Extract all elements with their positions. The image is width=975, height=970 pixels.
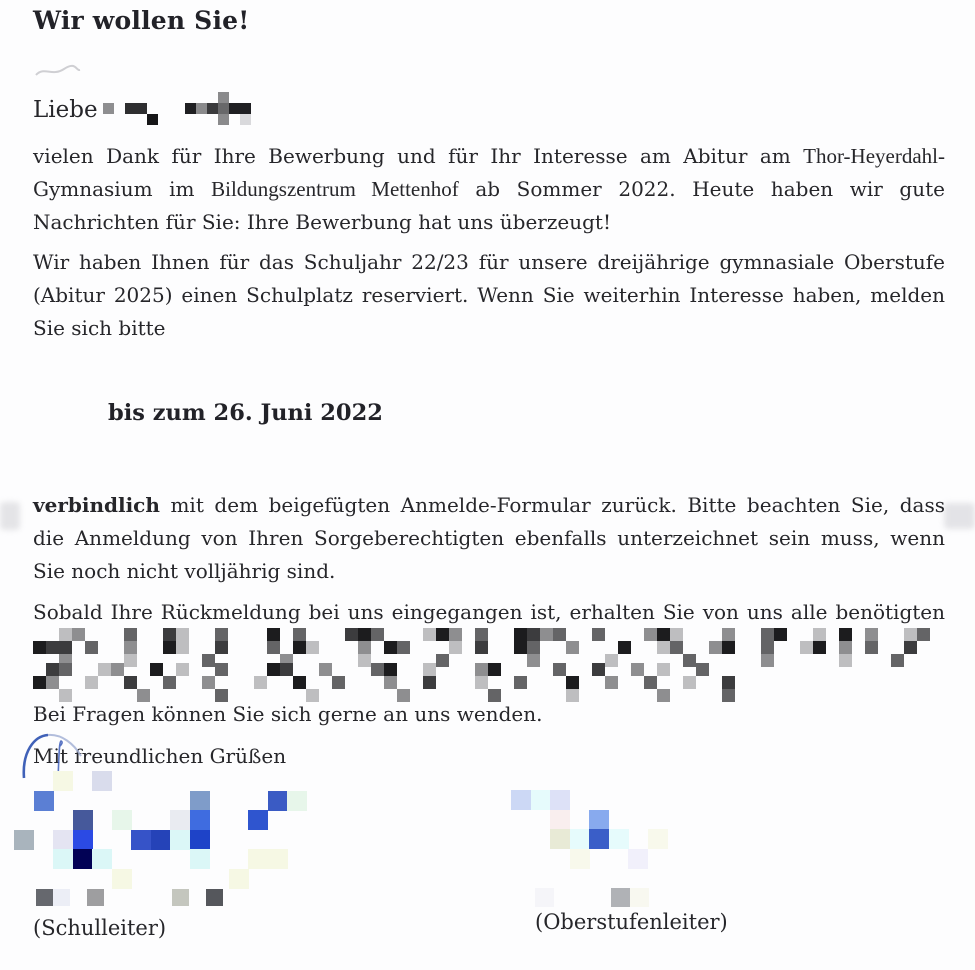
pixelation-cell xyxy=(163,676,176,689)
pixelation-cell xyxy=(657,641,670,654)
pixelation-cell xyxy=(449,641,462,654)
pixelation-cell xyxy=(397,689,410,702)
pixelation-cell xyxy=(904,628,917,641)
pixelation-cell xyxy=(207,103,218,114)
pixelation-cell xyxy=(553,628,566,641)
paragraph-confirmation xyxy=(33,596,945,629)
pixelation-cell xyxy=(475,676,488,689)
pixelation-cell xyxy=(293,676,306,689)
scan-smudge-right xyxy=(944,503,975,529)
pixelation-cell xyxy=(53,849,73,869)
pixelation-cell xyxy=(172,889,189,906)
text-segment: Nachrichten für Sie: Ihre Bewerbung hat uns überzeugt! xyxy=(33,210,611,234)
pixelation-cell xyxy=(566,641,579,654)
pixelation-cell xyxy=(176,641,189,654)
pixelation-cell xyxy=(384,663,397,676)
pixelation-cell xyxy=(657,628,670,641)
pixelation-cell xyxy=(592,628,605,641)
pixelation-cell xyxy=(449,628,462,641)
body-text-line xyxy=(33,206,945,239)
pixelation-cell xyxy=(550,790,570,810)
pixelation-cell xyxy=(722,689,735,702)
pixelation-cell xyxy=(190,830,210,850)
redacted-signature-oberstufenleiter xyxy=(511,790,667,868)
pixelation-cell xyxy=(611,888,630,907)
pixelation-cell xyxy=(33,676,46,689)
pixelation-cell xyxy=(73,849,93,869)
pixelation-cell xyxy=(151,830,171,850)
text-segment: die Anmeldung von Ihren Sorgeberechtigten ebenfalls unterzeichnet sein muss, wenn xyxy=(33,526,945,550)
pixelation-cell xyxy=(190,791,210,811)
pixelation-cell xyxy=(124,676,137,689)
pixelation-cell xyxy=(550,810,570,830)
pixelation-cell xyxy=(267,628,280,641)
pixelation-cell xyxy=(46,663,59,676)
deadline-date: bis zum 26. Juni 2022 xyxy=(108,400,383,426)
pixelation-cell xyxy=(59,663,72,676)
closing-questions-line: Bei Fragen können Sie sich gerne an uns wenden. xyxy=(33,702,543,726)
pixelation-cell xyxy=(218,114,229,125)
text-segment: Sobald Ihre Rückmeldung bei uns eingegangen ist, erhalten Sie von uns alle benötigten xyxy=(33,600,945,624)
pixelation-cell xyxy=(488,689,501,702)
pixelation-cell xyxy=(53,830,73,850)
paragraph-binding-reply xyxy=(33,489,945,588)
pixelation-cell xyxy=(475,663,488,676)
pixelation-cell xyxy=(423,676,436,689)
pixelation-cell xyxy=(696,663,709,676)
pixelation-cell xyxy=(280,663,293,676)
pixelation-cell xyxy=(722,641,735,654)
pixelation-cell xyxy=(125,103,136,114)
pixelation-cell xyxy=(550,829,570,849)
pixelation-cell xyxy=(85,676,98,689)
pixelation-cell xyxy=(287,791,307,811)
pixelation-cell xyxy=(85,641,98,654)
pixelation-cell xyxy=(813,641,826,654)
pixelation-cell xyxy=(92,849,112,869)
pixelation-cell xyxy=(137,689,150,702)
pixelation-cell xyxy=(218,92,229,103)
pixelation-cell xyxy=(839,628,852,641)
pixelation-cell xyxy=(59,641,72,654)
pixelation-cell xyxy=(644,628,657,641)
redacted-signature-schulleiter xyxy=(14,771,326,888)
pixelation-cell xyxy=(215,689,228,702)
pixelation-cell xyxy=(306,689,319,702)
pixelation-cell xyxy=(215,628,228,641)
pixelation-cell xyxy=(163,628,176,641)
pixelation-cell xyxy=(215,641,228,654)
pixelation-cell xyxy=(112,810,132,830)
pixelation-cell xyxy=(185,103,196,114)
pixelation-cell xyxy=(267,663,280,676)
paragraph-thanks xyxy=(33,140,945,239)
pixelation-cell xyxy=(163,641,176,654)
pixelation-cell xyxy=(268,849,288,869)
text-segment: Sie noch nicht volljährig sind. xyxy=(33,559,336,583)
pixelation-cell xyxy=(589,810,609,830)
pixelation-cell xyxy=(53,771,73,791)
pixelation-cell xyxy=(511,790,531,810)
pixelation-cell xyxy=(229,103,240,114)
pixelation-cell xyxy=(319,663,332,676)
text-segment: mit dem beigefügten Anmelde-Formular zurück. Bitte beachten Sie, dass xyxy=(159,493,945,517)
body-text-line xyxy=(33,246,945,279)
pixelation-cell xyxy=(124,641,137,654)
pixelation-cell xyxy=(514,676,527,689)
pixelation-cell xyxy=(709,641,722,654)
pixelation-cell xyxy=(206,889,223,906)
text-segment: vielen Dank für Ihre Bewerbung und für Ihr Interesse am Abitur am xyxy=(33,144,804,168)
pixelation-cell xyxy=(267,641,280,654)
pixelation-cell xyxy=(46,641,59,654)
pixelation-cell xyxy=(103,103,114,114)
pixelation-cell xyxy=(436,628,449,641)
pixelation-cell xyxy=(683,676,696,689)
pixelation-cell xyxy=(190,810,210,830)
pixelation-cell xyxy=(475,641,488,654)
pixelation-cell xyxy=(670,628,683,641)
pixelation-cell xyxy=(630,888,649,907)
pixelation-cell xyxy=(566,676,579,689)
pixelation-cell xyxy=(268,791,288,811)
pixelation-cell xyxy=(488,663,501,676)
pixelation-cell xyxy=(592,663,605,676)
pixelation-cell xyxy=(917,628,930,641)
body-text-line xyxy=(33,522,945,555)
pixelation-cell xyxy=(631,663,644,676)
salutation-text: Liebe xyxy=(33,97,98,123)
pixelation-cell xyxy=(218,103,229,114)
pixelation-cell xyxy=(570,829,590,849)
pixelation-cell xyxy=(240,114,251,125)
pixelation-cell xyxy=(609,829,629,849)
pixelation-cell xyxy=(111,663,124,676)
pixelation-cell xyxy=(92,771,112,791)
pixelation-cell xyxy=(112,869,132,889)
pixelation-cell xyxy=(761,628,774,641)
closing-regards-line: Mit freundlichen Grüßen xyxy=(33,744,287,768)
pixelation-cell xyxy=(514,628,527,641)
pixelation-cell xyxy=(358,628,371,641)
pixelation-cell xyxy=(371,628,384,641)
pixelation-cell xyxy=(774,628,787,641)
pixelation-cell xyxy=(176,663,189,676)
pixelation-cell xyxy=(761,654,774,667)
pixelation-cell xyxy=(589,829,609,849)
pixelation-cell xyxy=(648,829,668,849)
pixelation-cell xyxy=(248,849,268,869)
pixelation-cell xyxy=(73,830,93,850)
pixelation-cell xyxy=(345,628,358,641)
pixelation-cell xyxy=(570,849,590,869)
pixelation-cell xyxy=(722,628,735,641)
pixelation-cell xyxy=(170,810,190,830)
pixelation-cell xyxy=(384,641,397,654)
pixelation-cell xyxy=(566,689,579,702)
pixelation-cell xyxy=(839,641,852,654)
pixelation-cell xyxy=(33,641,46,654)
pixelation-cell xyxy=(176,628,189,641)
redacted-name-print-right xyxy=(535,888,649,907)
pixelation-cell xyxy=(248,810,268,830)
pixelation-cell xyxy=(891,654,904,667)
pixelation-cell xyxy=(59,689,72,702)
pixelation-cell xyxy=(531,790,551,810)
pixelation-cell xyxy=(423,663,436,676)
letter-headline: Wir wollen Sie! xyxy=(33,6,250,35)
pixelation-cell xyxy=(475,628,488,641)
redacted-name-print-left xyxy=(36,889,223,906)
pixelation-cell xyxy=(14,830,34,850)
pixelation-cell xyxy=(605,676,618,689)
pixelation-cell xyxy=(73,810,93,830)
redacted-text-line-2 xyxy=(33,663,748,702)
redacted-text-line-1 xyxy=(33,628,930,667)
pixelation-cell xyxy=(36,889,53,906)
pixelation-cell xyxy=(150,663,163,676)
pixelation-cell xyxy=(800,641,813,654)
pixelation-cell xyxy=(136,103,147,114)
pixelation-cell xyxy=(229,869,249,889)
pixelation-cell xyxy=(72,628,85,641)
inserted-typeface-text: Thor-Heyerdahl- xyxy=(803,144,945,168)
pixelation-cell xyxy=(371,663,384,676)
text-segment: (Abitur 2025) einen Schulplatz reserviert. Wenn Sie weiterhin Interesse haben, melden xyxy=(33,283,945,307)
text-segment: ab Sommer 2022. Heute haben wir gute xyxy=(458,177,945,201)
pixelation-cell xyxy=(53,889,70,906)
pixelation-cell xyxy=(196,103,207,114)
pixelation-cell xyxy=(865,628,878,641)
pixelation-cell xyxy=(423,628,436,641)
text-segment: Sie sich bitte xyxy=(33,316,166,340)
pixelation-cell xyxy=(722,676,735,689)
pixelation-cell xyxy=(293,641,306,654)
body-text-line xyxy=(33,173,945,206)
pixelation-cell xyxy=(618,641,631,654)
body-text-line xyxy=(33,555,945,588)
pixelation-cell xyxy=(124,628,137,641)
body-text-line xyxy=(33,596,945,629)
pixelation-cell xyxy=(657,663,670,676)
pixelation-cell xyxy=(254,676,267,689)
pixelation-cell xyxy=(527,641,540,654)
body-text-line xyxy=(33,279,945,312)
pixelation-cell xyxy=(190,849,210,869)
body-text-line xyxy=(33,312,945,345)
redacted-recipient-firstname xyxy=(103,103,158,125)
pixelation-cell xyxy=(839,654,852,667)
body-text-line xyxy=(33,489,945,522)
pixelation-cell xyxy=(813,628,826,641)
pixelation-cell xyxy=(397,641,410,654)
pixelation-cell xyxy=(240,103,251,114)
scan-smudge-squiggle xyxy=(34,62,82,82)
pixelation-cell xyxy=(384,676,397,689)
pixelation-cell xyxy=(540,628,553,641)
pixelation-cell xyxy=(131,830,151,850)
pixelation-cell xyxy=(670,641,683,654)
text-segment: verbindlich xyxy=(33,493,160,517)
pixelation-cell xyxy=(358,641,371,654)
pixelation-cell xyxy=(332,676,345,689)
pixelation-cell xyxy=(657,689,670,702)
signature-role-label-oberstufenleiter: (Oberstufenleiter) xyxy=(535,910,728,934)
text-segment: Wir haben Ihnen für das Schuljahr 22/23 für unsere dreijährige gymnasiale Oberstufe xyxy=(33,250,945,274)
pixelation-cell xyxy=(293,628,306,641)
pixelation-cell xyxy=(306,641,319,654)
pixelation-cell xyxy=(644,676,657,689)
pixelation-cell xyxy=(553,663,566,676)
inserted-typeface-text: Bildungszentrum Mettenhof xyxy=(211,177,459,201)
pixelation-cell xyxy=(215,663,228,676)
pixelation-cell xyxy=(514,641,527,654)
pixelation-cell xyxy=(59,628,72,641)
pixelation-cell xyxy=(170,830,190,850)
body-text-line xyxy=(33,140,945,173)
pixelation-cell xyxy=(87,889,104,906)
pixelation-cell xyxy=(527,628,540,641)
pixelation-cell xyxy=(98,663,111,676)
pixelation-cell xyxy=(202,676,215,689)
pixelation-cell xyxy=(904,641,917,654)
pixelation-cell xyxy=(628,849,648,869)
pixelation-cell xyxy=(46,676,59,689)
redacted-recipient-lastname xyxy=(185,92,251,125)
signature-role-label-schulleiter: (Schulleiter) xyxy=(33,916,167,940)
pixelation-cell xyxy=(535,888,554,907)
pixelation-cell xyxy=(34,791,54,811)
paragraph-reservation xyxy=(33,246,945,345)
text-segment: Gymnasium im xyxy=(33,177,212,201)
pixelation-cell xyxy=(147,114,158,125)
pixelation-cell xyxy=(865,641,878,654)
pixelation-cell xyxy=(761,641,774,654)
scan-smudge-left xyxy=(0,502,20,530)
